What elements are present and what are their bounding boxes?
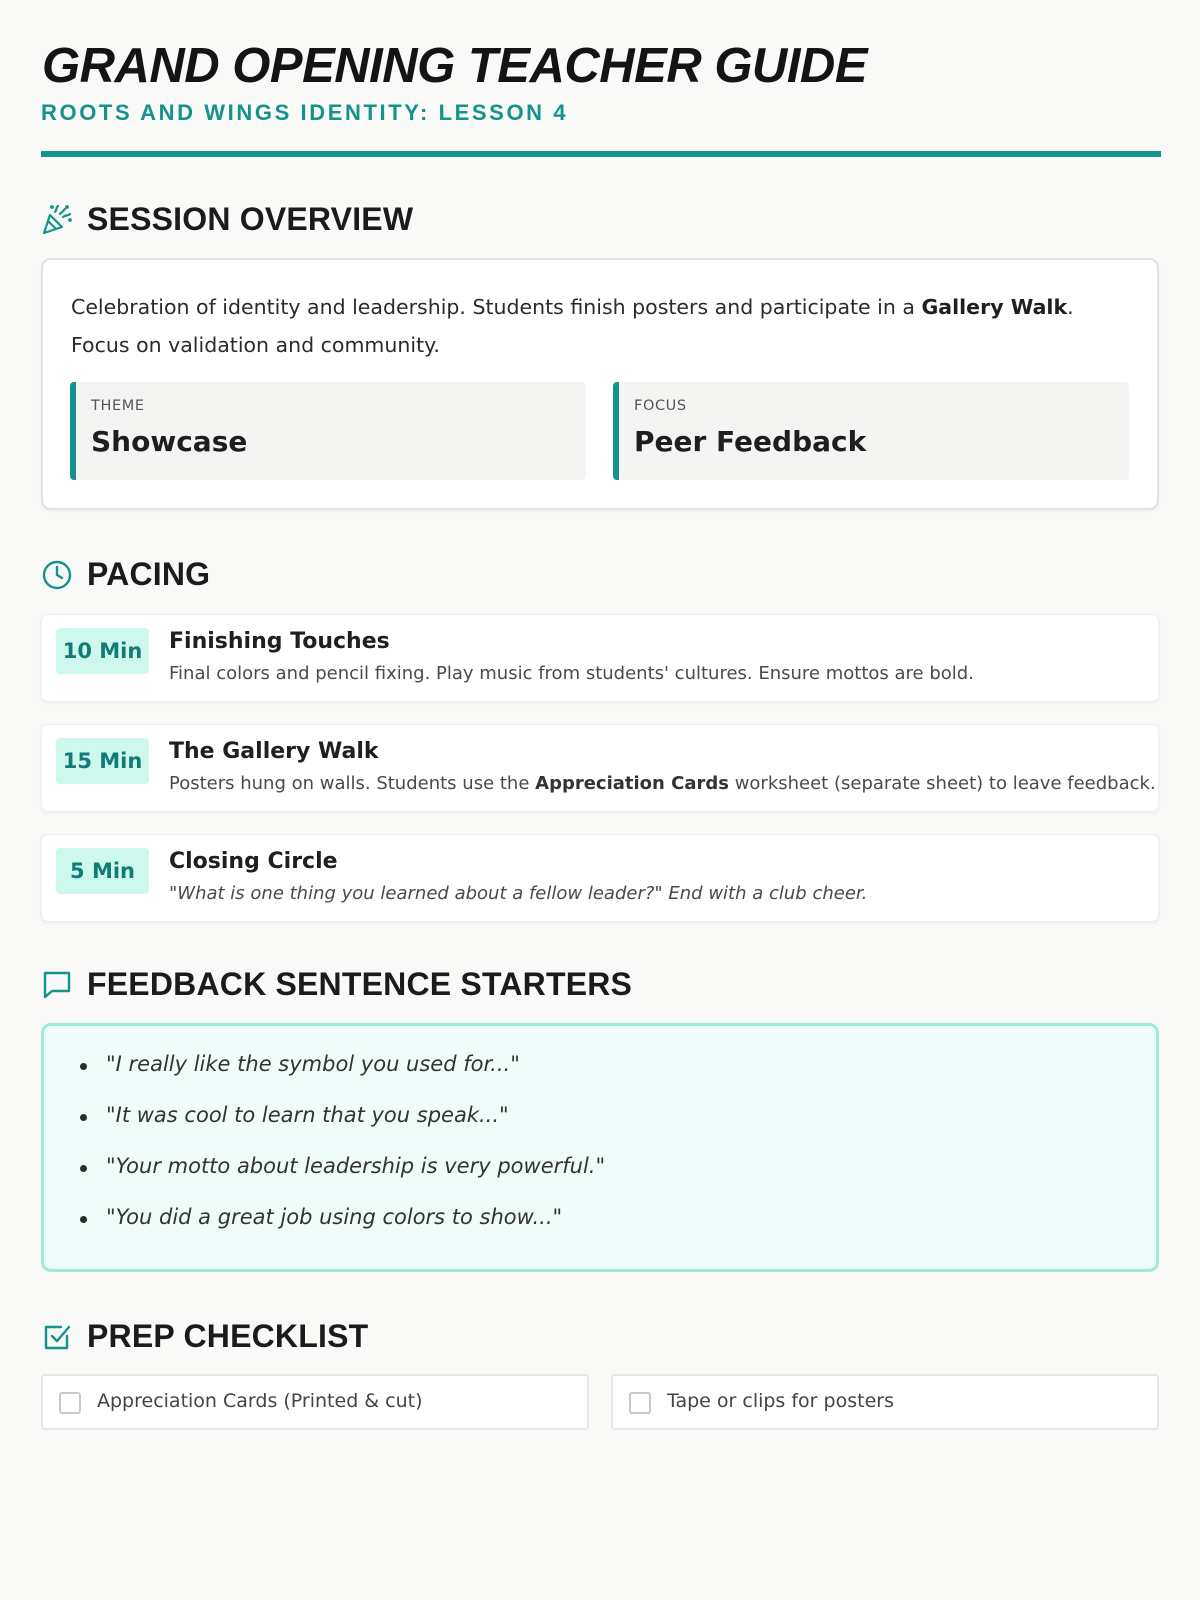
sentence-starters-list xyxy=(78,1052,605,1256)
checkbox-icon xyxy=(41,1321,73,1353)
focus-label: FOCUS xyxy=(634,398,687,414)
feedback-heading: FEEDBACK SENTENCE STARTERS xyxy=(87,966,633,1002)
checklist-section-header xyxy=(41,1318,368,1355)
overview-heading: SESSION OVERVIEW xyxy=(87,201,414,237)
overview-text-line2: Focus on validation and community. xyxy=(71,333,440,357)
list-item: "I really like the symbol you used for..." xyxy=(78,1052,605,1103)
pacing-item-title: Closing Circle xyxy=(169,849,338,874)
checklist-item-label: Appreciation Cards (Printed & cut) xyxy=(97,1390,423,1412)
list-item: "It was cool to learn that you speak..." xyxy=(78,1103,605,1154)
pacing-item-title: The Gallery Walk xyxy=(169,739,379,764)
theme-label: THEME xyxy=(91,398,145,414)
time-badge: 10 Min xyxy=(56,628,149,674)
overview-description xyxy=(71,288,1131,364)
theme-box xyxy=(70,382,586,480)
focus-box xyxy=(613,382,1129,480)
overview-section-header xyxy=(41,201,413,238)
pacing-heading: PACING xyxy=(87,556,211,592)
pacing-desc-part: Posters hung on walls. Students use the xyxy=(169,773,536,794)
checklist-item-label: Tape or clips for posters xyxy=(667,1390,894,1412)
pacing-item xyxy=(41,614,1159,702)
time-badge: 15 Min xyxy=(56,738,149,784)
feedback-section-header xyxy=(41,966,632,1003)
overview-text-part: Celebration of identity and leadership. Students finish posters and participate in a xyxy=(71,295,922,319)
pacing-item-description: "What is one thing you learned about a fellow leader?" End with a club cheer. xyxy=(169,883,868,904)
checkbox[interactable] xyxy=(59,1392,81,1414)
pacing-section-header xyxy=(41,556,210,593)
pacing-desc-bold: Appreciation Cards xyxy=(535,773,729,794)
speech-bubble-icon xyxy=(41,969,73,1001)
list-item: "You did a great job using colors to show..." xyxy=(78,1205,605,1256)
clock-icon xyxy=(41,559,73,591)
checkbox[interactable] xyxy=(629,1392,651,1414)
list-item: "Your motto about leadership is very powerful." xyxy=(78,1154,605,1205)
title-divider xyxy=(41,151,1161,157)
focus-value: Peer Feedback xyxy=(634,425,867,458)
theme-value: Showcase xyxy=(91,425,248,458)
sentence-starters-box xyxy=(41,1023,1159,1272)
overview-card xyxy=(41,258,1159,510)
time-badge: 5 Min xyxy=(56,848,149,894)
pacing-item xyxy=(41,724,1159,812)
pacing-item-title: Finishing Touches xyxy=(169,629,390,654)
pacing-item-description xyxy=(169,773,1156,794)
checklist-item[interactable] xyxy=(41,1374,589,1430)
page-subtitle: ROOTS AND WINGS IDENTITY: LESSON 4 xyxy=(41,100,569,125)
pacing-item-description: Final colors and pencil fixing. Play music from students' cultures. Ensure mottos are bold. xyxy=(169,663,974,684)
pacing-item xyxy=(41,834,1159,922)
page-title: GRAND OPENING TEACHER GUIDE xyxy=(42,39,868,93)
overview-text-bold: Gallery Walk xyxy=(921,295,1068,319)
checklist-heading: PREP CHECKLIST xyxy=(87,1318,369,1354)
pacing-desc-part: worksheet (separate sheet) to leave feedback. xyxy=(728,773,1156,794)
checklist-item[interactable] xyxy=(611,1374,1159,1430)
party-popper-icon xyxy=(41,204,73,236)
overview-text-part: . xyxy=(1067,295,1074,319)
